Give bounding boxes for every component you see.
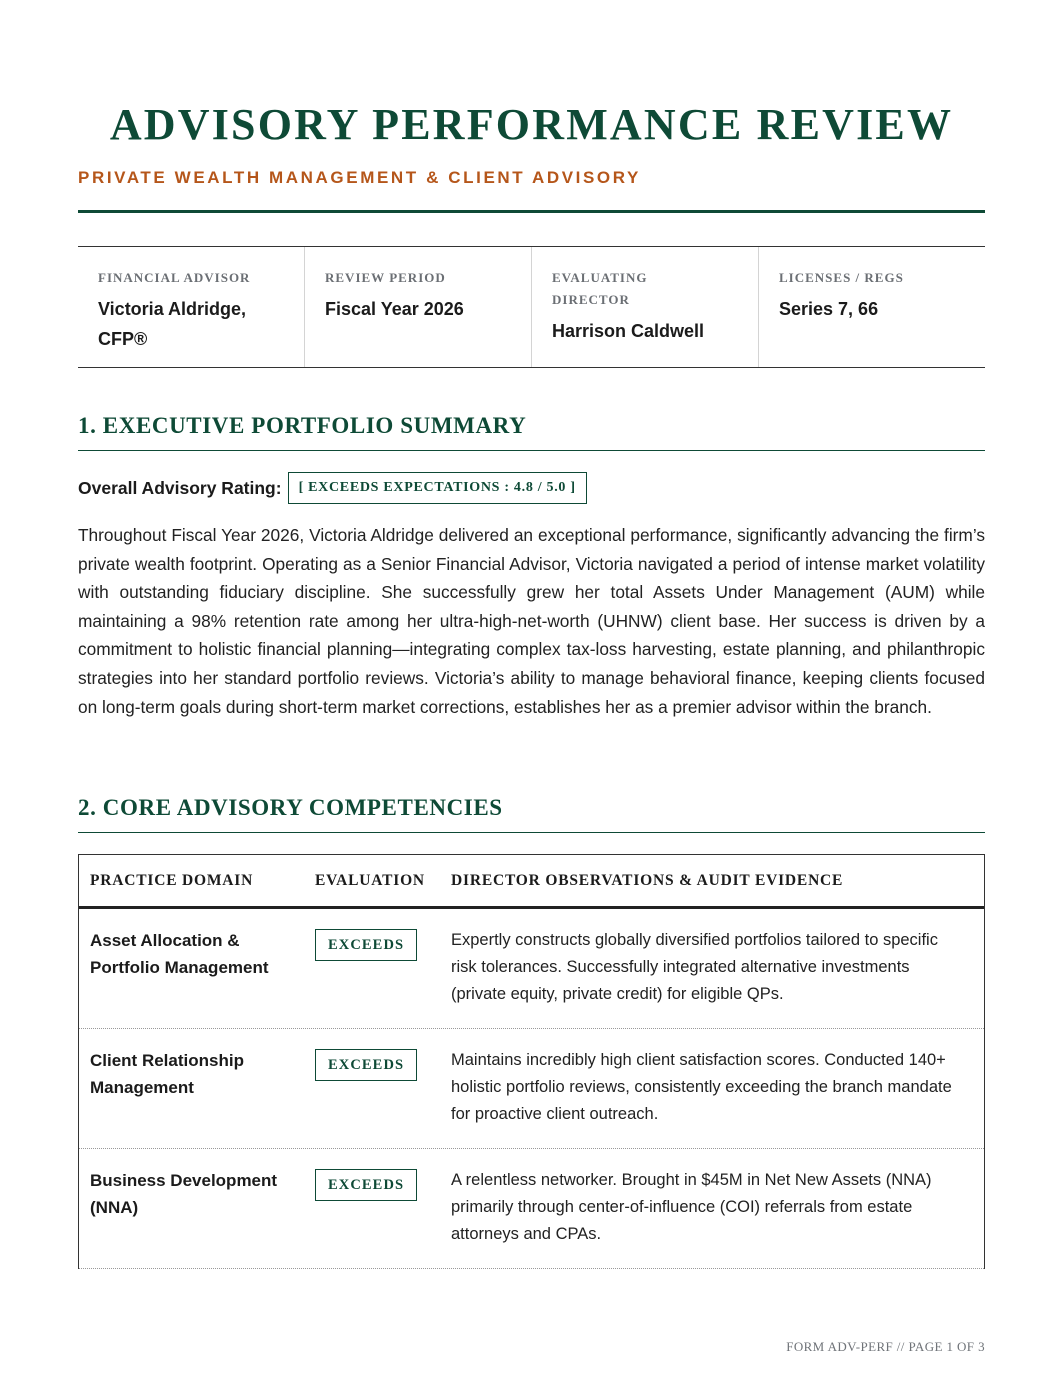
meta-evaluating-director	[532, 247, 759, 367]
meta-info-bar	[78, 246, 985, 368]
director-observation: A relentless networker. Brought in $45M in Net New Assets (NNA) primarily through center-of-influence (COI) referrals from estate attorneys and CPAs.	[451, 1171, 932, 1243]
meta-label: REVIEW PERIOD	[325, 270, 446, 285]
meta-value: Series 7, 66	[779, 299, 879, 319]
meta-value: Fiscal Year 2026	[325, 299, 464, 319]
document-title: ADVISORY PERFORMANCE REVIEW	[109, 100, 954, 149]
meta-financial-advisor	[78, 247, 305, 367]
table-row	[79, 909, 984, 1029]
column-header-domain: PRACTICE DOMAIN	[90, 871, 254, 889]
evaluation-badge: EXCEEDS	[315, 1049, 417, 1081]
document-subtitle: PRIVATE WEALTH MANAGEMENT & CLIENT ADVISORY	[78, 168, 641, 187]
meta-value: Harrison Caldwell	[552, 321, 705, 341]
meta-licenses	[759, 247, 985, 367]
practice-domain: Asset Allocation & Portfolio Management	[90, 931, 269, 977]
table-row	[79, 1149, 984, 1269]
table-header	[79, 855, 984, 909]
meta-label: LICENSES / REGS	[779, 270, 904, 285]
title-divider	[78, 210, 985, 213]
rating-label: Overall Advisory Rating:	[78, 477, 282, 498]
overall-rating	[78, 472, 587, 504]
meta-label: FINANCIAL ADVISOR	[98, 270, 251, 285]
meta-review-period	[305, 247, 532, 367]
director-observation: Expertly constructs globally diversified portfolios tailored to specific risk tolerances. Successfully integrated alternative investments (private equity, private credit) for eligible QPs.	[451, 931, 938, 1003]
column-header-observations: DIRECTOR OBSERVATIONS & AUDIT EVIDENCE	[451, 871, 844, 889]
table-row	[79, 1029, 984, 1149]
summary-paragraph: Throughout Fiscal Year 2026, Victoria Aldridge delivered an exceptional performance, significantly advancing the firm’s private wealth footprint. Operating as a Senior Financial Advisor, Victoria navigated a period of intense market volatility with outstanding fiduciary discipline. She successfully grew her total Assets Under Management (AUM) while maintaining a 98% retention rate among her ultra-high-net-worth (UHNW) client base. Her success is driven by a commitment to holistic financial planning—integrating complex tax-loss harvesting, estate planning, and philanthropic strategies into her standard portfolio reviews. Victoria’s ability to manage behavioral finance, keeping clients focused on long-term goals during short-term market corrections, establishes her as a premier advisor within the branch.	[78, 525, 985, 717]
evaluation-badge: EXCEEDS	[315, 929, 417, 961]
section-heading-competencies: 2. CORE ADVISORY COMPETENCIES	[78, 793, 985, 833]
director-observation: Maintains incredibly high client satisfaction scores. Conducted 140+ holistic portfolio reviews, consistently exceeding the branch mandate for proactive client outreach.	[451, 1051, 952, 1123]
practice-domain: Business Development (NNA)	[90, 1171, 278, 1217]
rating-badge: [ EXCEEDS EXPECTATIONS : 4.8 / 5.0 ]	[288, 472, 587, 504]
evaluation-badge: EXCEEDS	[315, 1169, 417, 1201]
competencies-table	[78, 854, 985, 1269]
page-footer: FORM ADV-PERF // PAGE 1 OF 3	[786, 1339, 985, 1354]
meta-label: EVALUATING DIRECTOR	[552, 270, 648, 307]
column-header-evaluation: EVALUATION	[315, 871, 425, 889]
section-heading-summary: 1. EXECUTIVE PORTFOLIO SUMMARY	[78, 411, 985, 451]
practice-domain: Client Relationship Management	[90, 1051, 244, 1097]
meta-value: Victoria Aldridge, CFP®	[98, 299, 247, 349]
